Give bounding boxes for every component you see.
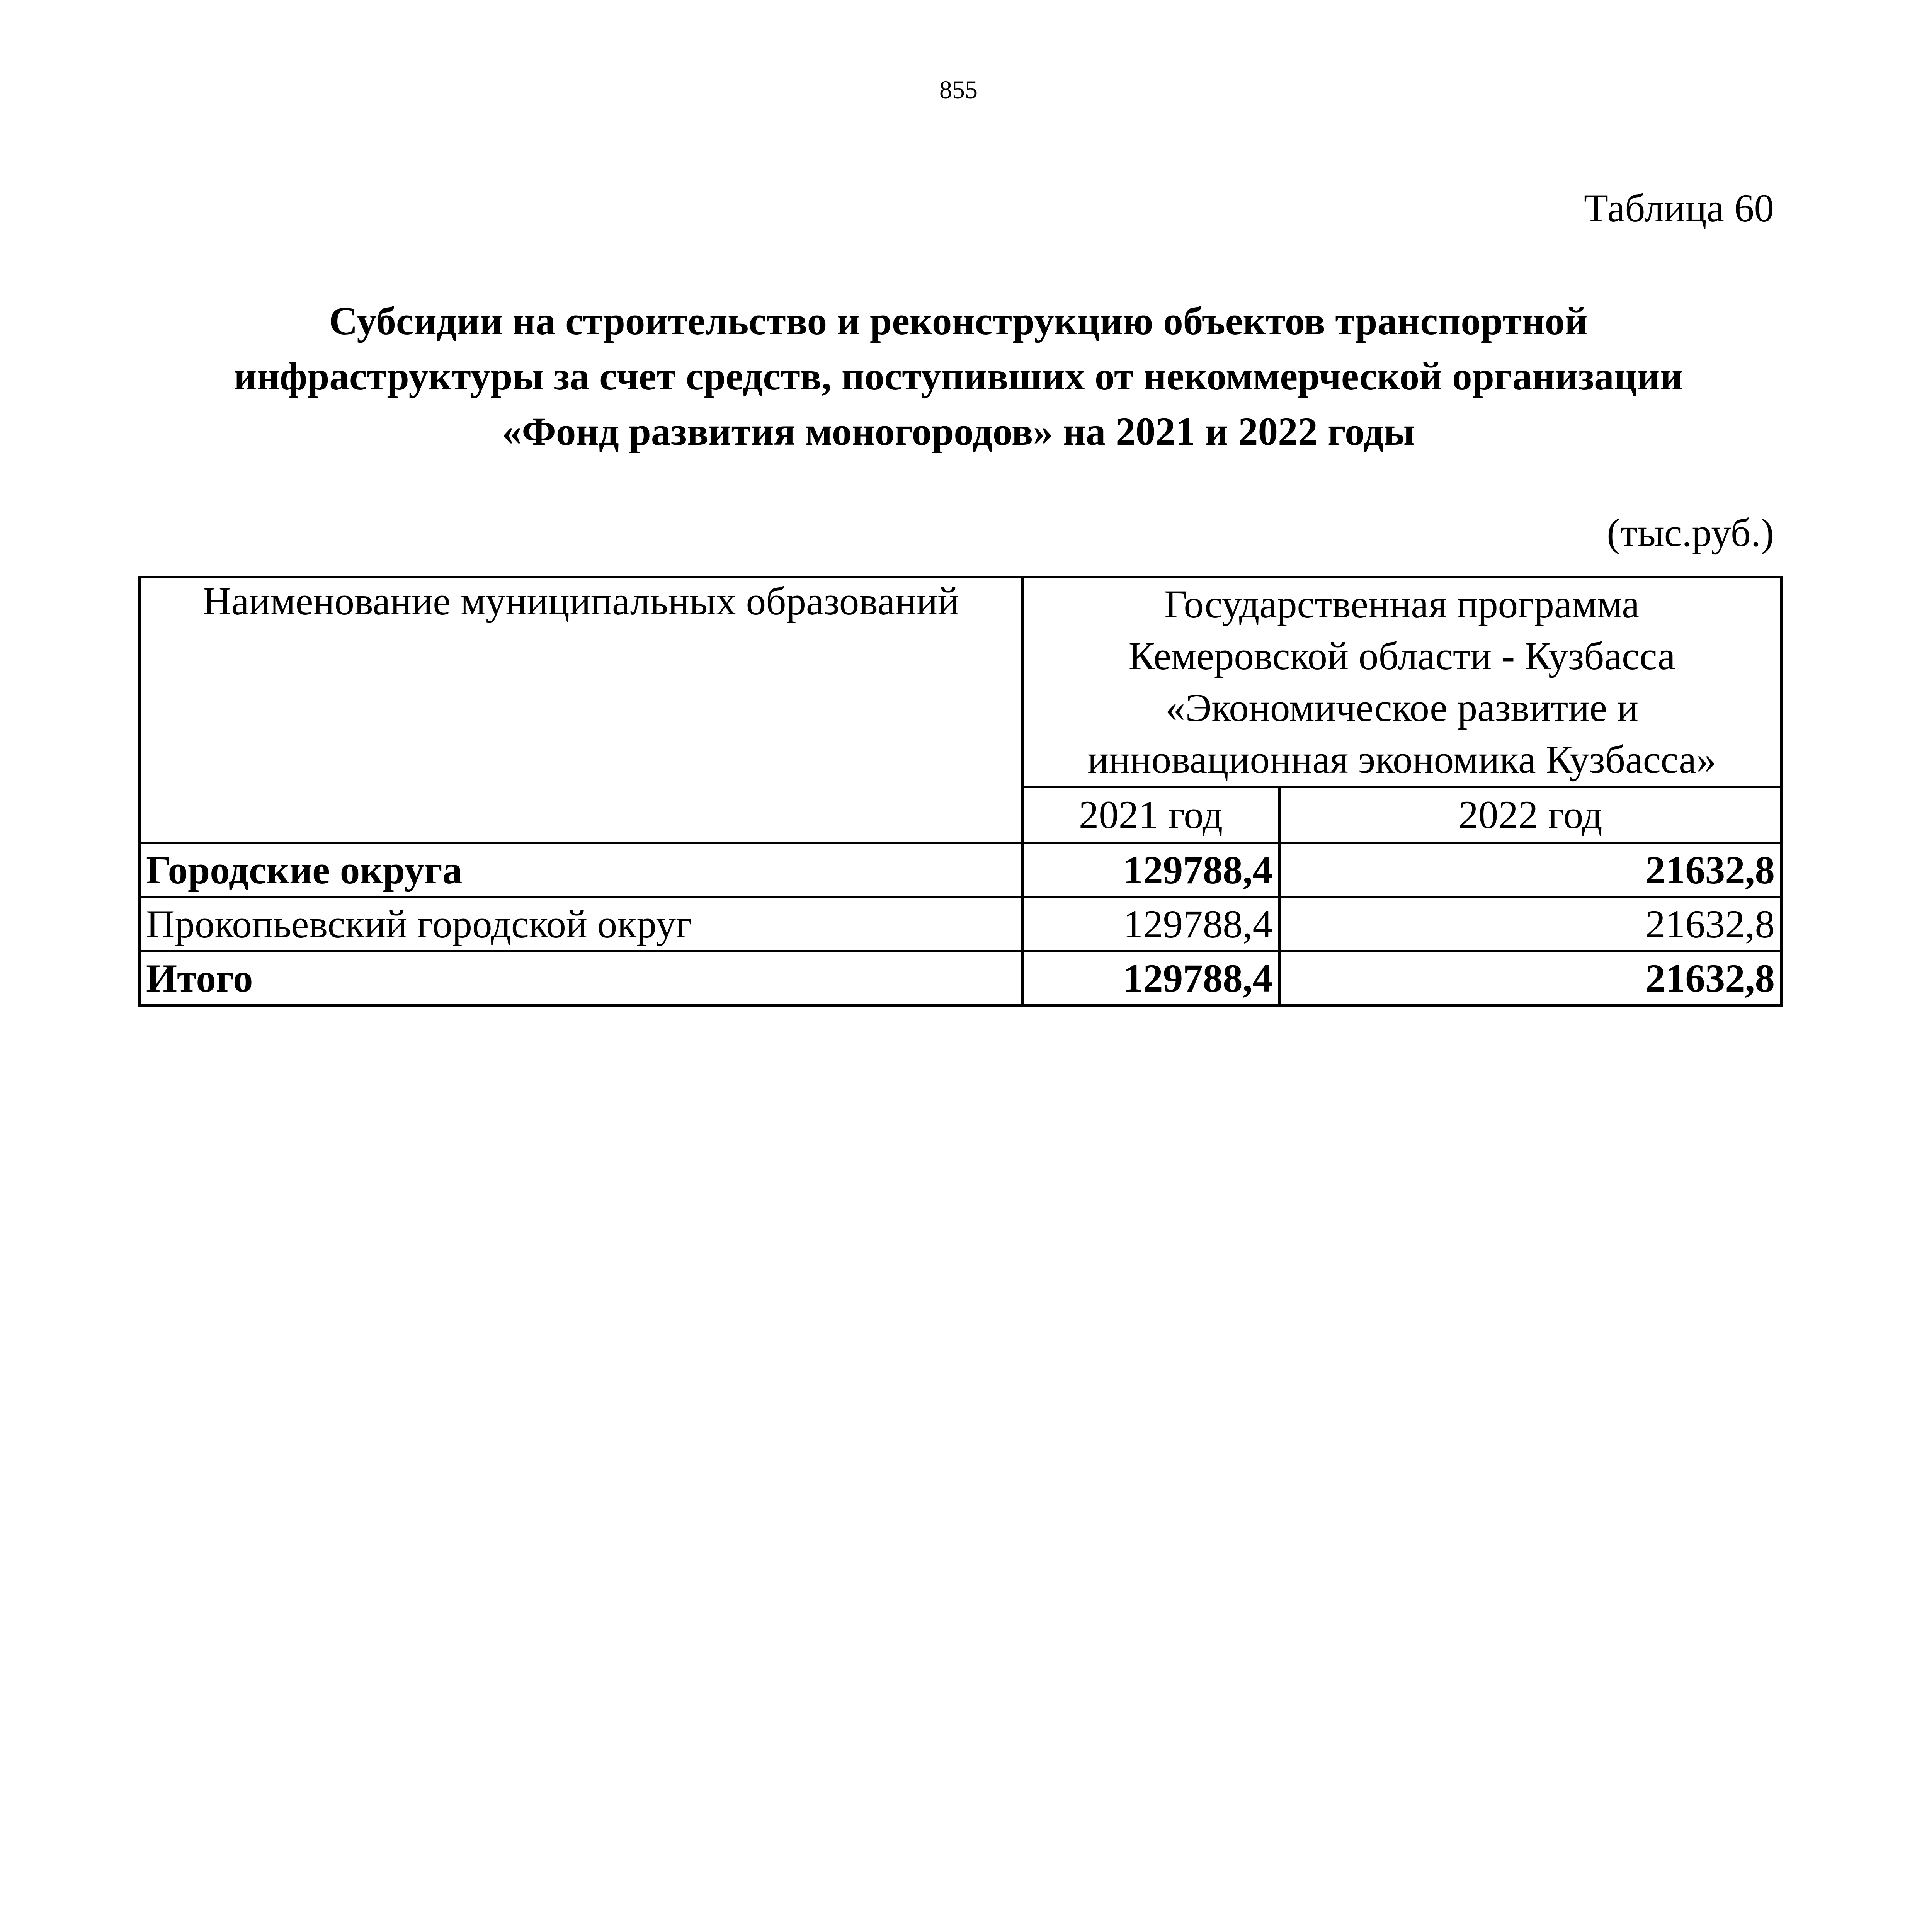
header-program-line: Кемеровской области - Кузбасса <box>1128 634 1675 678</box>
header-program-line: инновационная экономика Кузбасса» <box>1087 738 1716 782</box>
row-value-2021: 129788,4 <box>1022 843 1279 897</box>
row-value-2022: 21632,8 <box>1279 843 1782 897</box>
units-label: (тыс.руб.) <box>1607 511 1774 555</box>
row-value-2021: 129788,4 <box>1022 951 1279 1005</box>
header-program-line: «Экономическое развитие и <box>1165 686 1638 730</box>
table-label: Таблица 60 <box>1584 186 1774 230</box>
row-value-2021: 129788,4 <box>1022 897 1279 951</box>
table-row <box>139 843 1782 897</box>
header-year-2021: 2021 год <box>1022 787 1279 843</box>
row-name: Прокопьевский городской округ <box>139 897 1022 951</box>
title-line: «Фонд развития моногородов» на 2021 и 2022 годы <box>502 410 1415 454</box>
table-header-row <box>139 577 1782 787</box>
title-line: инфраструктуры за счет средств, поступивших от некоммерческой организации <box>234 354 1683 398</box>
header-year-2022: 2022 год <box>1279 787 1782 843</box>
row-value-2022: 21632,8 <box>1279 951 1782 1005</box>
table-row <box>139 897 1782 951</box>
header-program <box>1022 577 1782 787</box>
table-row-total <box>139 951 1782 1005</box>
subsidies-table <box>138 576 1783 1007</box>
row-name: Городские округа <box>139 843 1022 897</box>
page-number: 855 <box>939 76 978 104</box>
header-program-line: Государственная программа <box>1164 582 1640 626</box>
title-line: Субсидии на строительство и реконструкцию объектов транспортной <box>329 299 1588 343</box>
row-value-2022: 21632,8 <box>1279 897 1782 951</box>
header-municipality-name: Наименование муниципальных образований <box>139 577 1022 843</box>
document-title <box>139 294 1778 459</box>
row-name: Итого <box>139 951 1022 1005</box>
